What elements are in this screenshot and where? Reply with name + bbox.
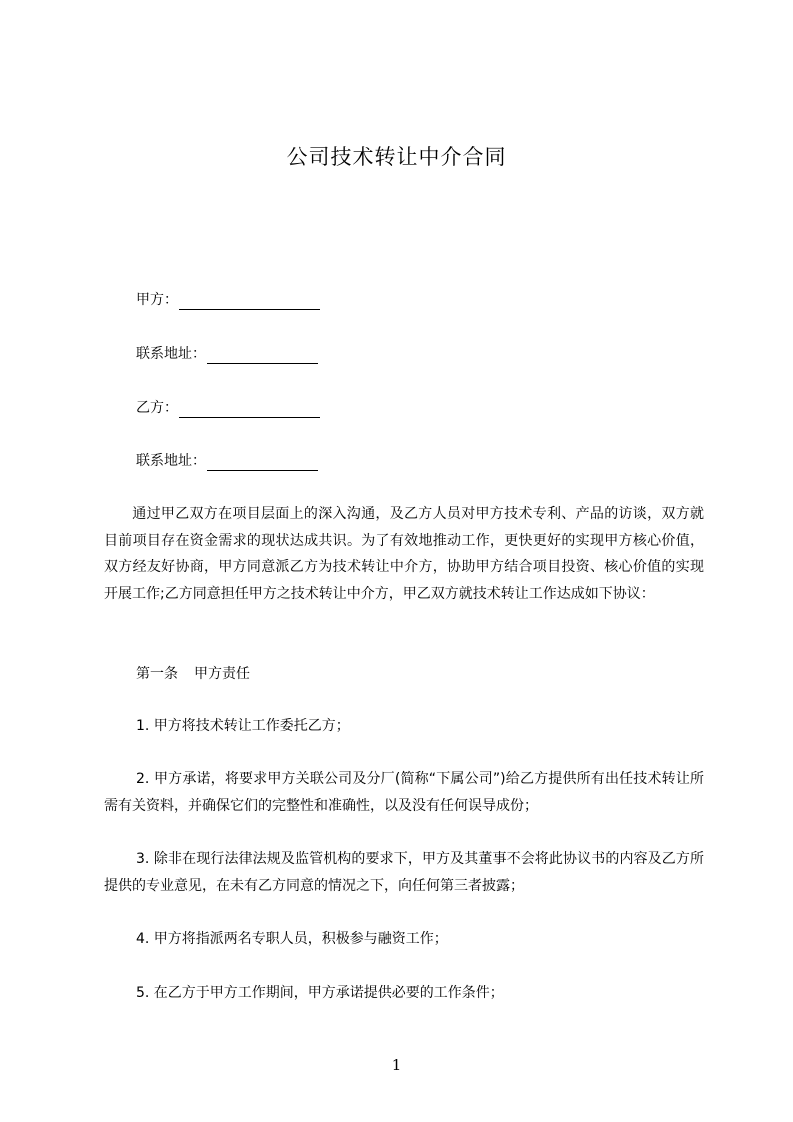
page-number: 1	[391, 1056, 402, 1074]
party-b-field	[136, 398, 320, 418]
clause-item	[104, 766, 704, 819]
clause-item	[104, 713, 704, 740]
party-a-blank	[179, 293, 320, 310]
clause-text: 5. 在乙方于甲方工作期间，甲方承诺提供必要的工作条件；	[136, 985, 504, 1001]
party-a-address-blank	[207, 347, 318, 364]
article-1-number: 第一条	[136, 666, 178, 682]
party-b-address-field	[136, 451, 318, 471]
clause-item	[104, 846, 704, 899]
intro-text: 通过甲乙双方在项目层面上的深入沟通，及乙方人员对甲方技术专利、产品的访谈，双方就目前项目存在资金需求的现状达成共识。为了有效地推动工作，更快更好的实现甲方核心价值，双方经友好协商，甲方同意派乙方为技术转让中介方，协助甲方结合项目投资、核心价值的实现开展工作;乙方同意担任甲方之技术转让中介方，甲乙双方就技术转让工作达成如下协议：	[104, 506, 704, 602]
party-a-address-field	[136, 344, 318, 364]
document-title: 公司技术转让中介合同	[286, 145, 507, 169]
intro-paragraph	[104, 501, 704, 607]
article-1-title: 甲方责任	[194, 666, 250, 682]
party-b-address-blank	[207, 454, 318, 471]
clause-text: 2. 甲方承诺，将要求甲方关联公司及分厂(简称“下属公司”)给乙方提供所有出任技术转让所需有关资料，并确保它们的完整性和准确性，以及没有任何误导成份；	[104, 771, 704, 814]
clause-item	[104, 926, 704, 953]
clause-text: 1. 甲方将技术转让工作委托乙方；	[136, 718, 350, 734]
party-b-address-label: 联系地址：	[136, 453, 206, 469]
party-a-address-label: 联系地址：	[136, 346, 206, 362]
party-b-blank	[179, 401, 320, 418]
party-b-label: 乙方：	[136, 400, 178, 416]
party-a-label: 甲方：	[136, 292, 178, 308]
party-a-field	[136, 290, 320, 310]
clause-item	[104, 980, 704, 1007]
article-1-heading	[136, 664, 250, 684]
clause-text: 4. 甲方将指派两名专职人员，积极参与融资工作；	[136, 931, 448, 947]
clause-text: 3. 除非在现行法律法规及监管机构的要求下，甲方及其董事不会将此协议书的内容及乙方所提供的专业意见，在未有乙方同意的情况之下，向任何第三者披露；	[104, 851, 704, 894]
